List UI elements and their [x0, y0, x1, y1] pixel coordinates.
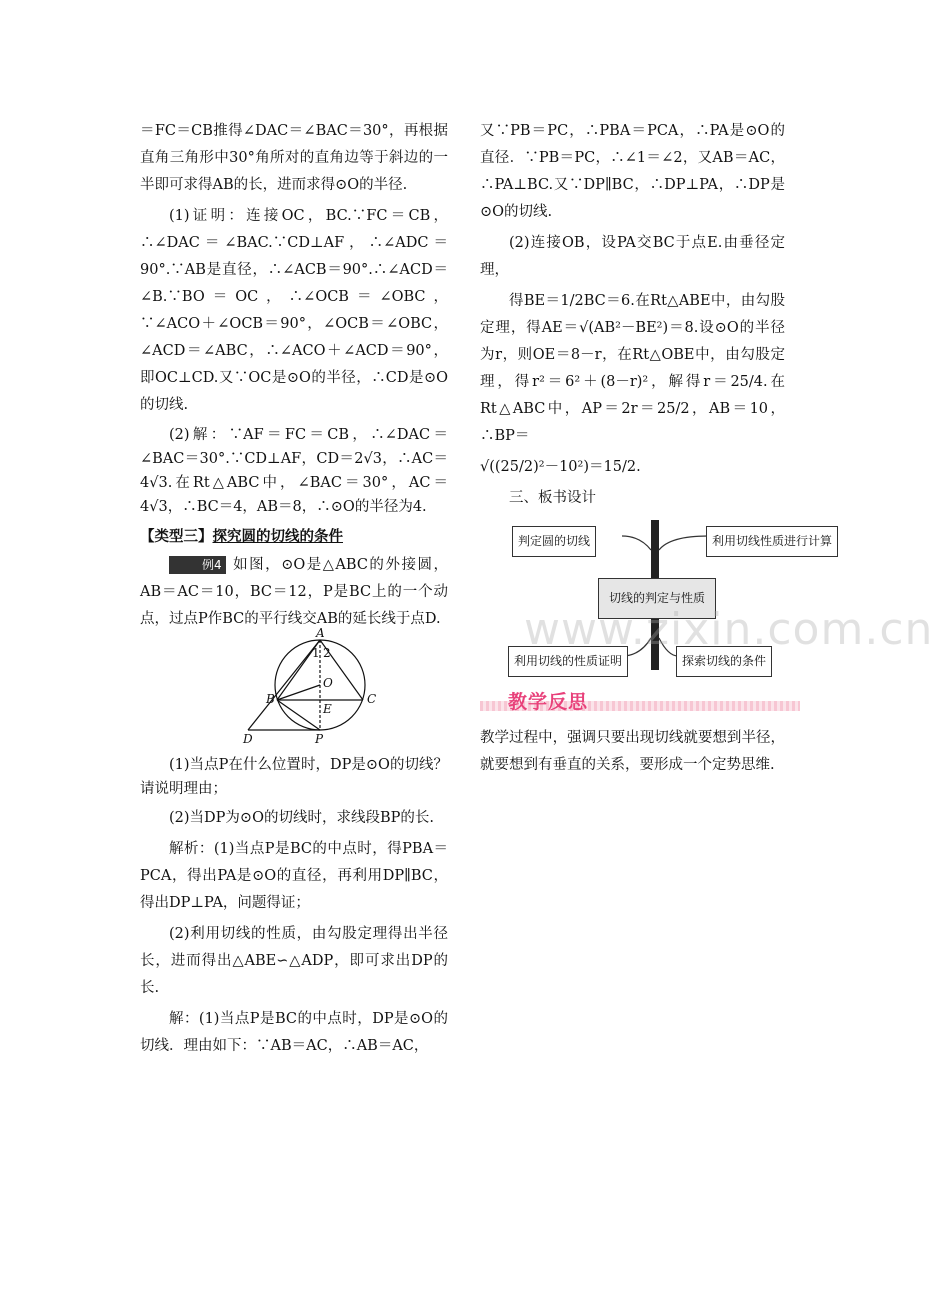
board-node-prove-tangent: 利用切线的性质证明 [508, 646, 628, 677]
solution-1: 解：(1)当点P是BC的中点时，DP是⊙O的切线．理由如下：∵AB＝AC，∴AB＝AC， [140, 1011, 448, 1054]
board-node-calc-tangent: 利用切线性质进行计算 [706, 526, 838, 557]
question-2: (2)当DP为⊙O的切线时，求线段BP的长. [169, 810, 434, 826]
left-column [140, 118, 448, 1064]
reflection-text: 教学过程中，强调只要出现切线就要想到半径，就要想到有垂直的关系，要形成一个定势思维. [480, 730, 785, 773]
label-P: P [315, 732, 324, 746]
label-n2: 2 [323, 646, 331, 660]
type-heading [140, 523, 448, 550]
board-node-judge-tangent: 判定圆的切线 [512, 526, 596, 557]
analysis-2: (2)利用切线的性质，由勾股定理得出半径长，进而得出△ABE∽△ADP，即可求出DP的长. [140, 926, 448, 996]
solution-part2: (2)解：∵AF＝FC＝CB，∴∠DAC＝∠BAC＝30°.∵CD⊥AF，CD＝2√3，∴AC＝4√3.在Rt△ABC中，∠BAC＝30°，AC＝4√3，∴BC＝4，AB＝8，∴⊙O的半径为4. [140, 427, 448, 515]
label-B: B [266, 692, 275, 706]
board-center-topic: 切线的判定与性质 [598, 578, 716, 619]
geometry-figure [140, 626, 448, 747]
type-tag: 【类型三】 [140, 528, 213, 545]
line-BO [277, 685, 320, 700]
section-board-design: 三、板书设计 [509, 490, 596, 506]
right-column [480, 118, 833, 783]
board-diagram [480, 516, 833, 681]
label-A: A [316, 626, 325, 640]
analysis-continuation: ＝FC＝CB推得∠DAC＝∠BAC＝30°，再根据直角三角形中30°角所对的直角边等于斜边的一半即可求得AB的长，进而求得⊙O的半径. [140, 123, 448, 193]
label-E: E [323, 702, 332, 716]
label-O: O [323, 676, 333, 690]
line-AD [248, 640, 320, 730]
connector-tr [659, 536, 708, 550]
solution-2-intro: (2)连接OB，设PA交BC于点E.由垂径定理， [480, 235, 785, 278]
example-badge: 例4 [169, 556, 226, 574]
proof-part1: (1)证明：连接OC，BC.∵FC＝CB，∴∠DAC＝∠BAC.∵CD⊥AF，∴∠ADC＝90°.∵AB是直径，∴∠ACB＝90°.∴∠ACD＝∠B.∵BO＝OC，∴∠OCB＝∠OBC，∵∠ACO＋∠OCB＝90°，∠OCB＝∠OBC，∠ACD＝∠ABC，∴∠ACO＋∠ACD＝90°，即OC⊥CD.又∵OC是⊙O的半径，∴CD是⊙O的切线. [140, 208, 448, 413]
label-C: C [367, 692, 377, 706]
teaching-reflection-banner [480, 689, 800, 715]
example-4-body: 如图，⊙O是△ABC的外接圆，AB＝AC＝10，BC＝12，P是BC上的一个动点，过点P作BC的平行线交AB的延长线于点D. [140, 557, 448, 627]
connector-tl [622, 536, 651, 550]
site-watermark: www.zixin.com.cn [524, 604, 933, 655]
board-node-explore-tangent: 探索切线的条件 [676, 646, 772, 677]
label-n1: 1 [312, 646, 320, 660]
solution-2-result: √((25/2)²－10²)＝15/2. [480, 459, 641, 475]
analysis-1: 解析：(1)当点P是BC的中点时，得PBA＝PCA，得出PA是⊙O的直径，再利用DP∥BC，得出DP⊥PA，问题得证； [140, 841, 448, 911]
circle-triangle-diagram [140, 626, 448, 747]
reflection-title: 教学反思 [508, 691, 589, 713]
solution-1-continued: 又∵PB＝PC，∴PBA＝PCA，∴PA是⊙O的直径．∵PB＝PC，∴∠1＝∠2，又AB＝AC，∴PA⊥BC.又∵DP∥BC，∴DP⊥PA，∴DP是⊙O的切线. [480, 123, 785, 220]
label-D: D [243, 732, 253, 746]
type-title: 探究圆的切线的条件 [212, 528, 343, 545]
solution-2-body: 得BE＝1/2BC＝6.在Rt△ABE中，由勾股定理，得AE＝√(AB²－BE²)＝8.设⊙O的半径为r，则OE＝8－r，在Rt△OBE中，由勾股定理，得r²＝6²＋(8－r)²，解得r＝25/4.在Rt△ABC中，AP＝2r＝25/2，AB＝10，∴BP＝ [480, 293, 785, 444]
line-BP [277, 700, 320, 730]
example-4-text [140, 552, 448, 633]
question-1: (1)当点P在什么位置时，DP是⊙O的切线？请说明理由； [140, 757, 448, 797]
